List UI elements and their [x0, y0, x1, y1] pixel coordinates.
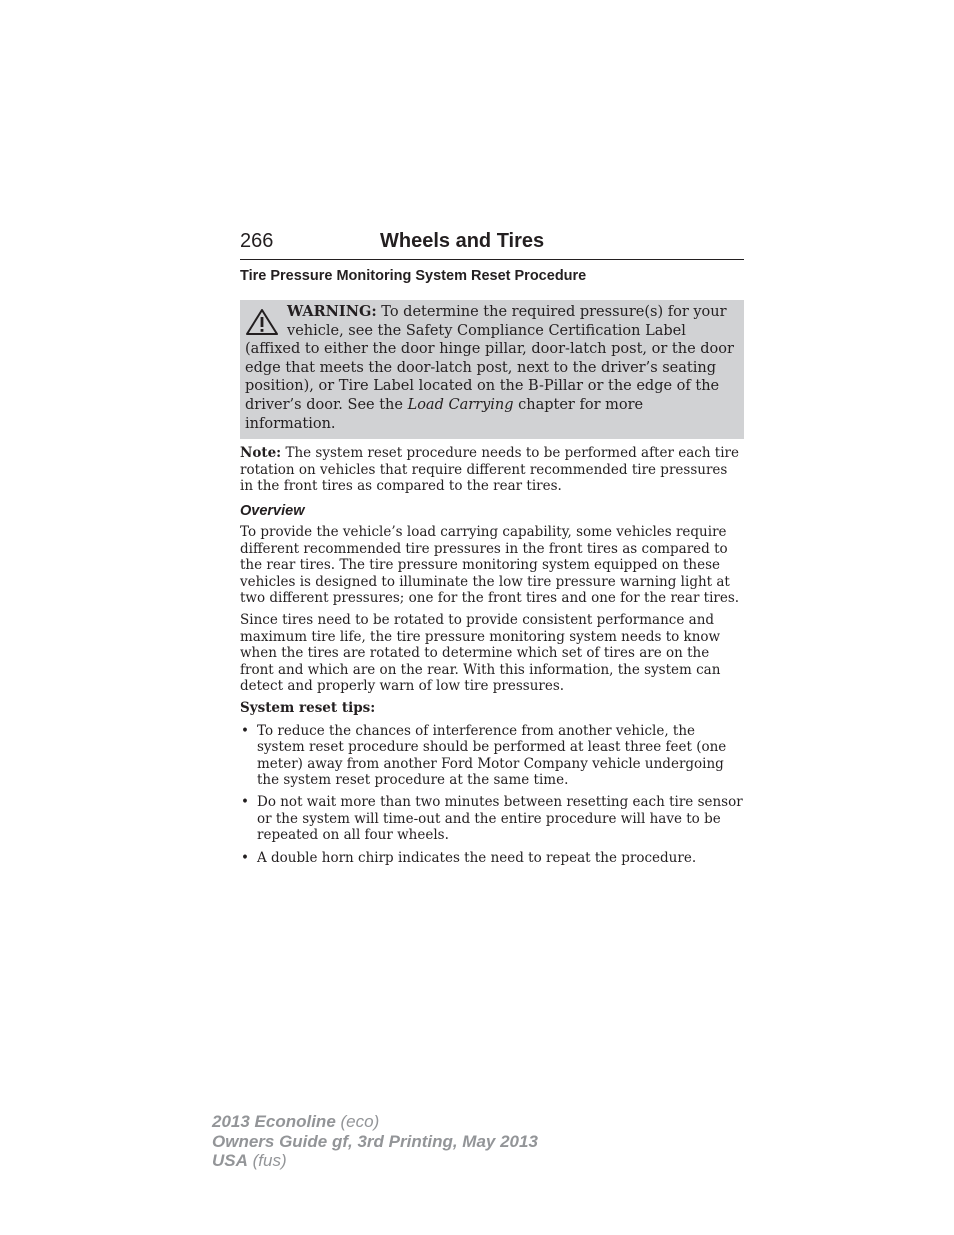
- overview-title: Overview: [240, 503, 305, 520]
- footer-line-model: [212, 1112, 538, 1132]
- list-item-text: To reduce the chances of interference from another vehicle, the system reset procedure should be performed at least three feet (one meter) away from another Ford Motor Company vehicle undergoing the system reset procedure at the same time.: [257, 722, 727, 789]
- footer-line-guide: [212, 1132, 538, 1152]
- list-item: [240, 723, 744, 789]
- bullet: •: [241, 722, 249, 739]
- bullet: •: [241, 849, 249, 866]
- footer-guide: Owners Guide gf, 3rd Printing, May 2013: [212, 1131, 538, 1151]
- list-item-text: A double horn chirp indicates the need to repeat the procedure.: [257, 849, 697, 866]
- note-label: Note:: [240, 445, 282, 462]
- page-header: [240, 229, 744, 260]
- page-footer: [212, 1112, 538, 1171]
- list-item: [240, 850, 744, 866]
- warning-triangle-icon: [245, 308, 279, 336]
- tips-list: [240, 723, 744, 866]
- tips-label: System reset tips:: [240, 700, 376, 717]
- page-content: [240, 267, 744, 872]
- page-number: 266: [240, 230, 274, 252]
- warning-box: [240, 300, 744, 439]
- warning-text: To determine the required pressure(s) for your vehicle, see the Safety Compliance Certification Label (affixed to either the door hinge pillar, door-latch post, or the door edge that meets the door-latch post, next to the driver’s seating position), or Tire Label located on the B-Pillar or the edge of the driver’s door. See the: [245, 304, 734, 413]
- warning-label: WARNING:: [287, 303, 377, 320]
- chapter-title: Wheels and Tires: [380, 230, 545, 252]
- warning-text-end: chapter for more information.: [245, 396, 644, 432]
- footer-region: USA: [212, 1151, 248, 1170]
- list-item: [240, 794, 744, 843]
- note-paragraph: [240, 445, 744, 494]
- list-item-text: Do not wait more than two minutes between resetting each tire sensor or the system will time-out and the entire procedure will have to be repeated on all four wheels.: [257, 794, 743, 844]
- footer-model: 2013 Econoline: [212, 1112, 336, 1131]
- note-text: The system reset procedure needs to be performed after each tire rotation on vehicles that require different recommended tire pressures in the front tires as compared to the rear tires.: [240, 445, 739, 494]
- footer-model-code: (eco): [335, 1112, 380, 1131]
- overview-paragraph: Since tires need to be rotated to provide consistent performance and maximum tire life, the tire pressure monitoring system needs to know when the tires are rotated to determine which set of tires are on the front and which are on the rear. With this information, the system can detect and properly warn of low tire pressures.: [240, 612, 721, 695]
- load-carrying-reference: Load Carrying: [407, 396, 514, 413]
- section-title: Tire Pressure Monitoring System Reset Procedure: [240, 268, 587, 284]
- overview-paragraph: To provide the vehicle’s load carrying capability, some vehicles require different recommended tire pressures in the front tires as compared to the rear tires. The tire pressure monitoring system equipped on these vehicles is designed to illuminate the low tire pressure warning light at two different pressures; one for the front tires and one for the rear tires.: [240, 524, 740, 606]
- footer-line-region: [212, 1151, 538, 1171]
- bullet: •: [241, 794, 249, 811]
- footer-region-code: (fus): [247, 1151, 287, 1170]
